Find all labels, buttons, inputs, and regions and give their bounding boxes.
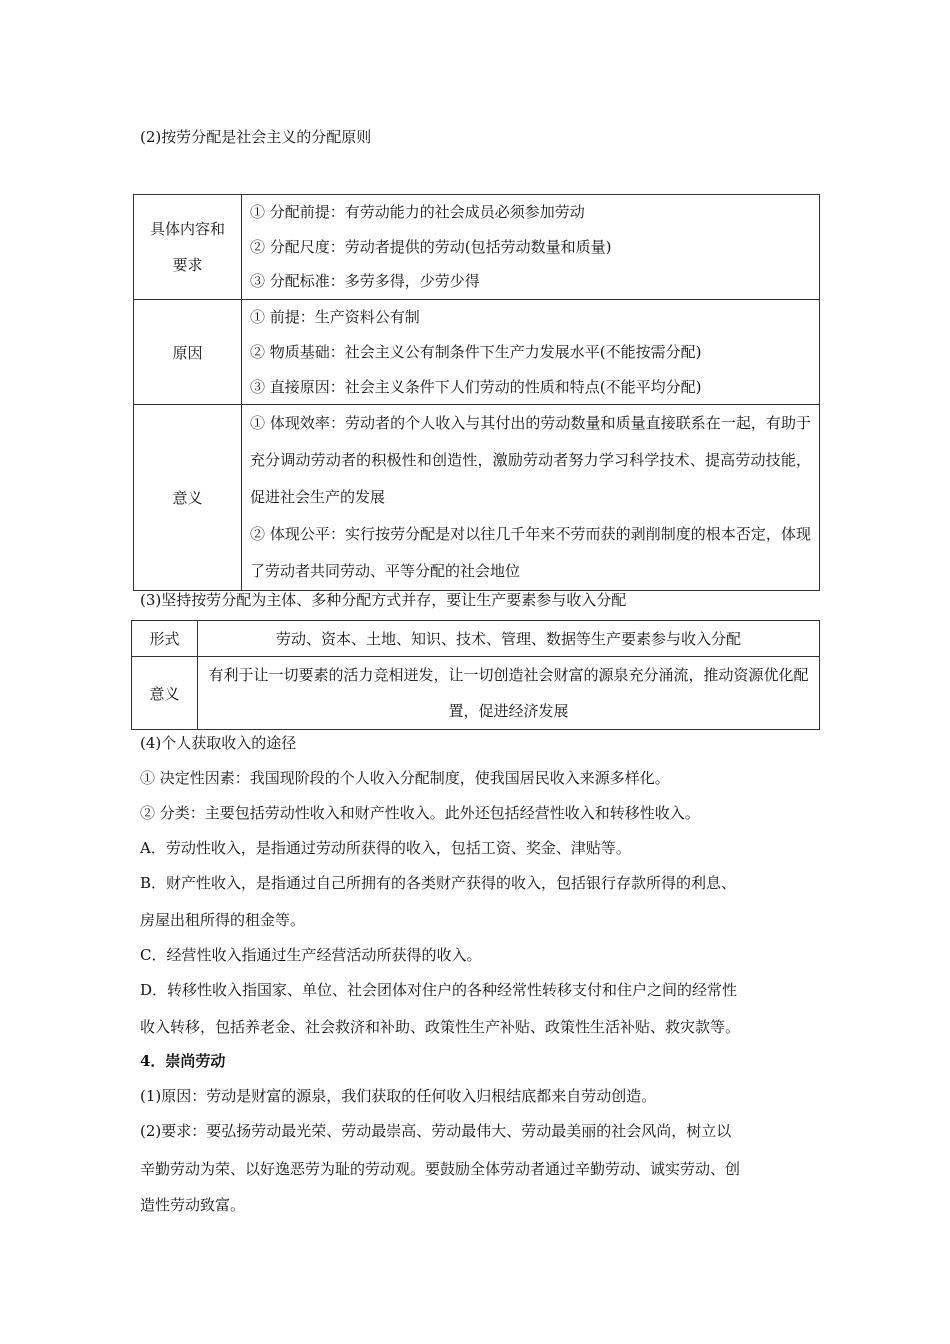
paragraph-line: ② 分类：主要包括劳动性收入和财产性收入。此外还包括经营性收入和转移性收入。 <box>140 804 700 822</box>
row-label-content: 具体内容和 要求 <box>134 195 242 300</box>
paragraph-line: A．劳动性收入，是指通过劳动所获得的收入，包括工资、奖金、津贴等。 <box>140 839 631 857</box>
paragraph-line: B．财产性收入，是指通过自己所拥有的各类财产获得的收入，包括银行存款所得的利息、 <box>140 874 737 892</box>
heading-2: (2)按劳分配是社会主义的分配原则 <box>140 128 372 146</box>
paragraph-line: 房屋出租所得的租金等。 <box>140 911 306 929</box>
list-item: ② 体现公平：实行按劳分配是对以往几千年来不劳而获的剥削制度的根本否定，体现了劳动者共同劳动、平等分配的社会地位 <box>250 525 811 581</box>
heading-3: (3)坚持按劳分配为主体、多种分配方式并存，要让生产要素参与收入分配 <box>140 591 627 609</box>
paragraph-line: 收入转移，包括养老金、社会救济和补助、政策性生产补贴、政策性生活补贴、救灾款等。 <box>140 1018 741 1036</box>
row-label-significance: 意义 <box>134 405 242 591</box>
paragraph-line: 造性劳动致富。 <box>140 1196 246 1214</box>
list-item: ① 分配前提：有劳动能力的社会成员必须参加劳动 <box>250 203 585 221</box>
paragraph-line: C．经营性收入指通过生产经营活动所获得的收入。 <box>140 946 482 964</box>
table-row <box>134 300 820 405</box>
row-content: 劳动、资本、土地、知识、技术、管理、数据等生产要素参与收入分配 <box>198 621 820 657</box>
list-item: ① 体现效率：劳动者的个人收入与其付出的劳动数量和质量直接联系在一起，有助于充分调动劳动者的积极性和创造性，激励劳动者努力学习科学技术、提高劳动技能，促进社会生产的发展 <box>250 414 811 507</box>
table-row <box>132 621 820 657</box>
heading-4: (4)个人获取收入的途径 <box>140 734 297 752</box>
paragraph-line: (2)要求：要弘扬劳动最光荣、劳动最崇高、劳动最伟大、劳动最美丽的社会风尚，树立以 <box>140 1122 732 1140</box>
table-row <box>132 657 820 730</box>
row-label-significance: 意义 <box>132 657 198 730</box>
row-content <box>242 300 820 405</box>
table-row <box>134 195 820 300</box>
factor-distribution-table <box>131 620 820 730</box>
list-item: ② 分配尺度：劳动者提供的劳动(包括劳动数量和质量) <box>250 237 612 256</box>
paragraph-line: 辛勤劳动为荣、以好逸恶劳为耻的劳动观。要鼓励全体劳动者通过辛勤劳动、诚实劳动、创 <box>140 1160 741 1178</box>
paragraph-line: ① 决定性因素：我国现阶段的个人收入分配制度，使我国居民收入来源多样化。 <box>140 769 670 787</box>
list-item: ③ 直接原因：社会主义条件下人们劳动的性质和特点(不能平均分配) <box>250 377 702 396</box>
row-content <box>242 405 820 591</box>
distribution-principle-table <box>133 194 820 591</box>
list-item: ① 前提：生产资料公有制 <box>250 308 420 327</box>
table-row <box>134 405 820 591</box>
list-item: ③ 分配标准：多劳多得，少劳少得 <box>250 272 480 291</box>
paragraph-line: D．转移性收入指国家、单位、社会团体对住户的各种经常性转移支付和住户之间的经常性 <box>140 981 738 999</box>
paragraph-line: (1)原因：劳动是财富的源泉，我们获取的任何收入归根结底都来自劳动创造。 <box>140 1087 657 1105</box>
list-item: ② 物质基础：社会主义公有制条件下生产力发展水平(不能按需分配) <box>250 342 702 361</box>
row-content: 有利于让一切要素的活力竞相迸发，让一切创造社会财富的源泉充分涌流，推动资源优化配置，促进经济发展 <box>198 657 820 730</box>
row-label-form: 形式 <box>132 621 198 657</box>
row-content <box>242 195 820 300</box>
row-label-reason: 原因 <box>134 300 242 405</box>
section-title: 4．崇尚劳动 <box>140 1052 226 1070</box>
